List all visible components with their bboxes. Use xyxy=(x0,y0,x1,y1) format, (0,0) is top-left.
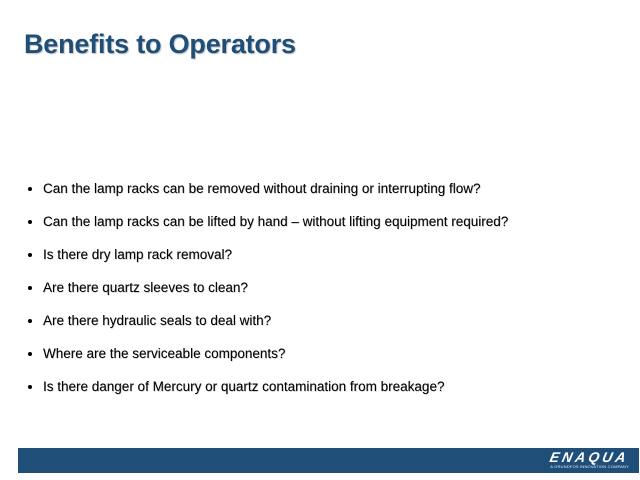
company-logo xyxy=(550,450,629,469)
bullet-icon xyxy=(28,352,32,356)
list-item xyxy=(28,378,508,395)
list-item xyxy=(28,345,508,362)
logo-tagline: A GRUNDFOS INNOVATION COMPANY xyxy=(550,464,629,469)
list-item xyxy=(28,279,508,296)
bullet-text: Is there danger of Mercury or quartz contamination from breakage? xyxy=(43,379,445,394)
bullet-text: Where are the serviceable components? xyxy=(43,346,286,361)
bullet-text: Are there hydraulic seals to deal with? xyxy=(43,313,272,328)
bullet-icon xyxy=(28,385,32,389)
bullet-icon xyxy=(28,253,32,257)
list-item xyxy=(28,213,508,230)
list-item xyxy=(28,312,508,329)
bullet-text: Are there quartz sleeves to clean? xyxy=(43,280,248,295)
list-item xyxy=(28,180,508,197)
bullet-list xyxy=(28,180,508,411)
bullet-icon xyxy=(28,286,32,290)
slide-title: Benefits to Operators xyxy=(24,29,296,59)
bullet-text: Can the lamp racks can be removed without draining or interrupting flow? xyxy=(43,181,481,196)
bullet-icon xyxy=(28,187,32,191)
list-item xyxy=(28,246,508,263)
logo-wordmark: ENAQUA xyxy=(548,449,631,465)
bullet-text: Is there dry lamp rack removal? xyxy=(43,247,233,262)
bullet-icon xyxy=(28,319,32,323)
bullet-text: Can the lamp racks can be lifted by hand – without lifting equipment required? xyxy=(43,214,509,229)
footer-bar xyxy=(18,448,639,473)
bullet-icon xyxy=(28,220,32,224)
